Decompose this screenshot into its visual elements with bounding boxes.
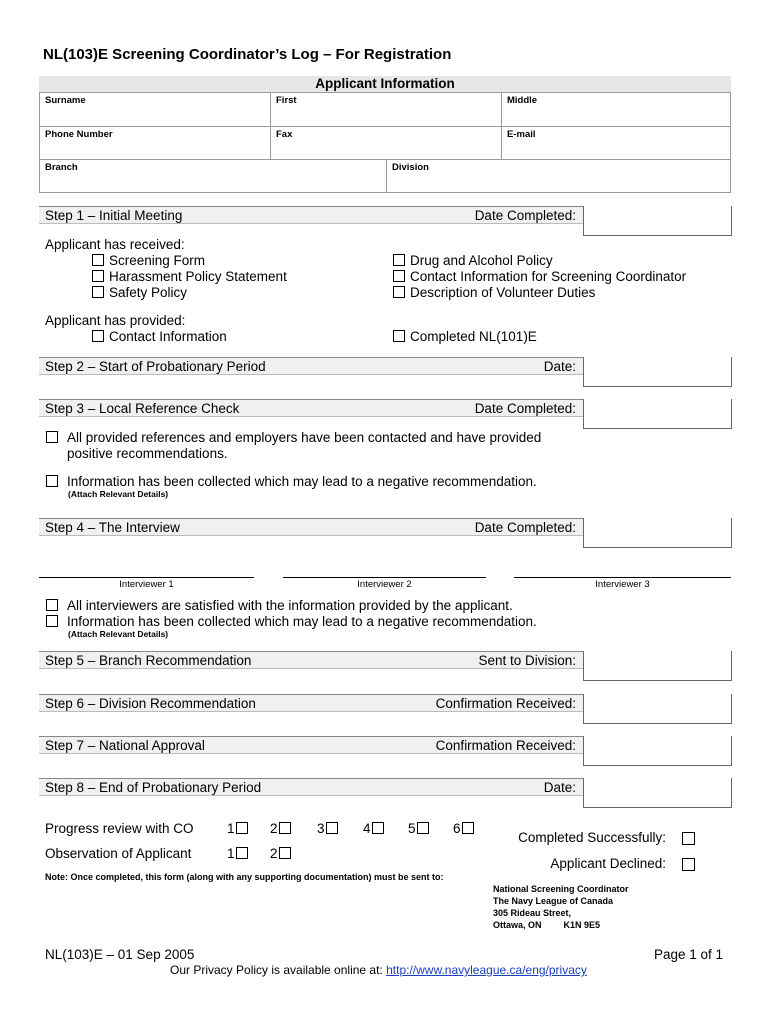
applicant-declined-label: Applicant Declined: [550,856,666,871]
step8-date-box[interactable] [583,778,732,808]
email-field[interactable] [502,127,730,160]
interviewer3-line[interactable] [514,577,731,578]
checkbox[interactable] [92,270,104,282]
provided-contact-info[interactable]: Contact Information [92,329,227,345]
surname-label: Surname [45,95,86,106]
progress-review-3[interactable]: 3 [317,821,343,837]
division-field[interactable] [387,160,730,192]
phone-field[interactable] [40,127,271,160]
checkbox[interactable] [236,847,248,859]
interviewer1-line[interactable] [39,577,254,578]
division-label: Division [392,162,429,173]
provided-heading: Applicant has provided: [45,313,186,328]
checkbox[interactable] [236,822,248,834]
step3-check-references-cont: positive recommendations. [67,446,228,461]
received-safety-policy[interactable]: Safety Policy [92,285,187,301]
checkbox[interactable] [393,330,405,342]
privacy-link[interactable]: http://www.navyleague.ca/eng/privacy [386,963,587,977]
fax-label: Fax [276,129,293,140]
interviewer2-line[interactable] [283,577,486,578]
observation-2[interactable]: 2 [270,846,296,862]
first-name-field[interactable] [271,93,502,127]
address-line2: The Navy League of Canada [493,896,614,906]
branch-field[interactable] [40,160,387,192]
branch-label: Branch [45,162,78,173]
step1-label: Step 1 – Initial Meeting [45,208,183,223]
progress-review-2[interactable]: 2 [270,821,296,837]
step7-date-box[interactable] [583,736,732,766]
address-line3: 305 Rideau Street, [493,908,572,918]
observation-1[interactable]: 1 [227,846,253,862]
middle-name-field[interactable] [502,93,730,127]
first-name-label: First [276,95,297,106]
checkbox[interactable] [393,254,405,266]
page-title: NL(103)E Screening Coordinator’s Log – For Registration [43,46,452,63]
step4-attach-note: (Attach Relevant Details) [68,629,169,639]
step4-check-negative[interactable]: Information has been collected which may lead to a negative recommendation. [46,614,537,630]
checkbox[interactable] [462,822,474,834]
step8-date-label: Date: [543,780,576,795]
completed-successfully-label: Completed Successfully: [518,830,666,845]
fax-field[interactable] [271,127,502,160]
step4-check-satisfied[interactable]: All interviewers are satisfied with the information provided by the applicant. [46,598,513,614]
checkbox[interactable] [393,270,405,282]
step5-date-label: Sent to Division: [478,653,576,668]
applicant-info-table [39,92,731,193]
checkbox[interactable] [46,599,58,611]
step2-label: Step 2 – Start of Probationary Period [45,359,266,374]
step3-date-box[interactable] [583,399,732,429]
checkbox[interactable] [279,847,291,859]
send-note: Note: Once completed, this form (along with any supporting documentation) must be sent to: [45,872,444,882]
checkbox[interactable] [372,822,384,834]
middle-name-label: Middle [507,95,538,106]
applicant-declined-checkbox[interactable] [682,857,700,875]
surname-field[interactable] [40,93,271,127]
step6-date-label: Confirmation Received: [435,696,576,711]
received-harassment-policy[interactable]: Harassment Policy Statement [92,269,287,285]
applicant-info-heading: Applicant Information [39,76,731,92]
checkbox[interactable] [46,431,58,443]
step3-date-label: Date Completed: [474,401,576,416]
checkbox[interactable] [46,475,58,487]
step3-label: Step 3 – Local Reference Check [45,401,240,416]
checkbox[interactable] [279,822,291,834]
form-id: NL(103)E – 01 Sep 2005 [45,947,195,962]
progress-review-1[interactable]: 1 [227,821,253,837]
completed-successfully-checkbox[interactable] [682,831,700,849]
step7-date-label: Confirmation Received: [435,738,576,753]
step7-label: Step 7 – National Approval [45,738,205,753]
received-drug-policy[interactable]: Drug and Alcohol Policy [393,253,553,269]
step5-label: Step 5 – Branch Recommendation [45,653,252,668]
checkbox[interactable] [92,330,104,342]
interviewer1-label: Interviewer 1 [119,579,174,590]
address-city-postal: Ottawa, ON K1N 9E5 [493,920,601,930]
checkbox[interactable] [326,822,338,834]
phone-label: Phone Number [45,129,113,140]
address-line1: National Screening Coordinator [493,884,629,894]
step6-date-box[interactable] [583,694,732,724]
received-contact-info[interactable]: Contact Information for Screening Coordinator [393,269,686,285]
page-number: Page 1 of 1 [653,947,723,962]
checkbox[interactable] [46,615,58,627]
step4-label: Step 4 – The Interview [45,520,180,535]
interviewer2-label: Interviewer 2 [357,579,412,590]
step3-attach-note: (Attach Relevant Details) [68,489,169,499]
provided-nl101e[interactable]: Completed NL(101)E [393,329,537,345]
step8-label: Step 8 – End of Probationary Period [45,780,262,795]
step1-date-box[interactable] [583,206,732,236]
interviewer3-label: Interviewer 3 [595,579,650,590]
step2-date-box[interactable] [583,357,732,387]
privacy-text: Our Privacy Policy is available online at: [170,963,383,977]
progress-review-label: Progress review with CO [45,821,194,836]
observation-label: Observation of Applicant [45,846,192,861]
step4-date-label: Date Completed: [474,520,576,535]
privacy-notice [170,963,587,977]
step3-check-references[interactable]: All provided references and employers have been contacted and have provided [46,430,541,446]
progress-review-5[interactable]: 5 [408,821,434,837]
step1-date-label: Date Completed: [474,208,576,223]
mailing-address [493,883,629,931]
checkbox[interactable] [393,286,405,298]
step3-check-negative[interactable]: Information has been collected which may lead to a negative recommendation. [46,474,537,490]
checkbox[interactable] [92,286,104,298]
checkbox[interactable] [417,822,429,834]
step4-date-box[interactable] [583,518,732,548]
progress-review-4[interactable]: 4 [363,821,389,837]
step5-date-box[interactable] [583,651,732,681]
received-volunteer-duties[interactable]: Description of Volunteer Duties [393,285,595,301]
received-screening-form[interactable]: Screening Form [92,253,205,269]
step2-date-label: Date: [543,359,576,374]
progress-review-6[interactable]: 6 [453,821,479,837]
received-heading: Applicant has received: [45,237,185,252]
step6-label: Step 6 – Division Recommendation [45,696,256,711]
checkbox[interactable] [92,254,104,266]
email-label: E-mail [507,129,536,140]
